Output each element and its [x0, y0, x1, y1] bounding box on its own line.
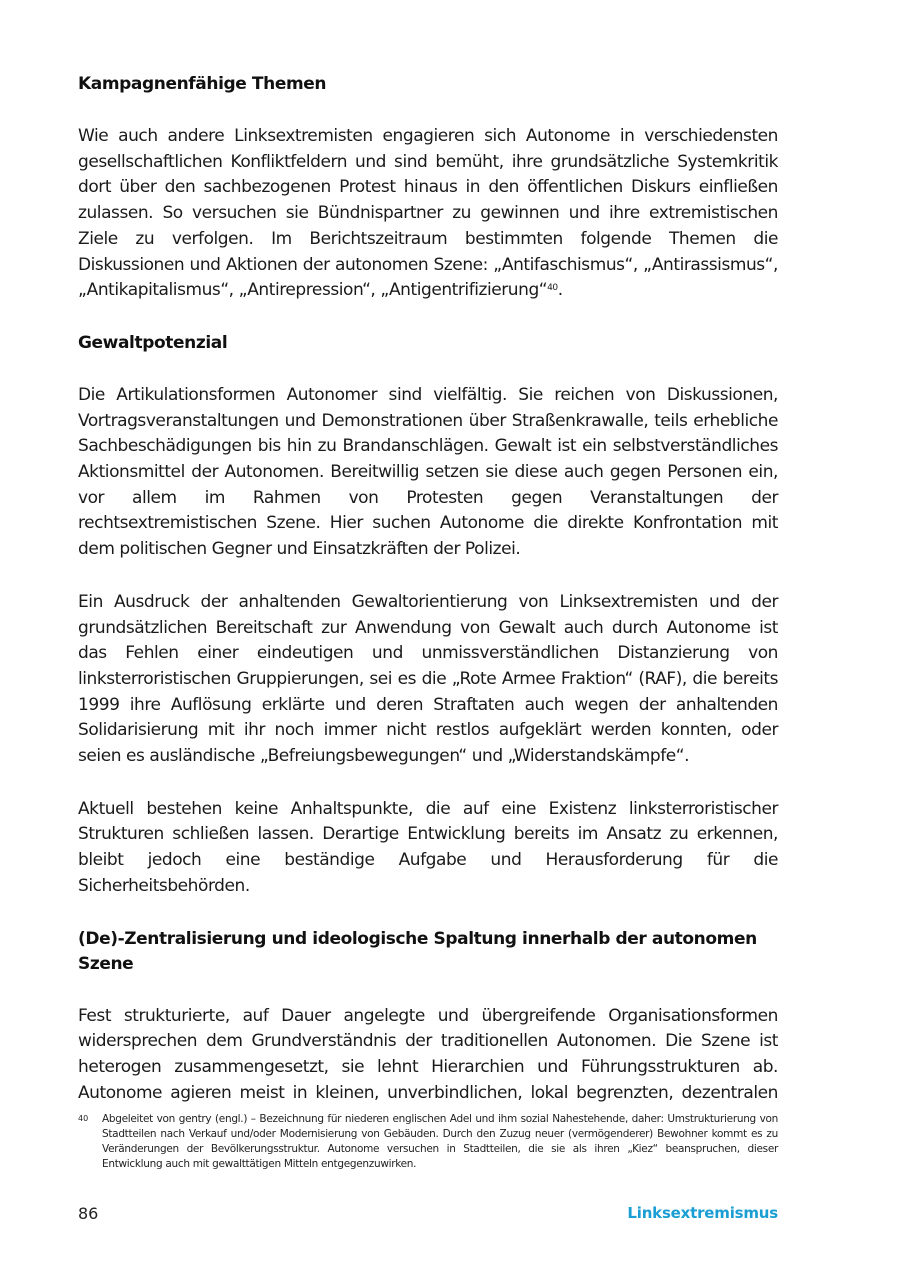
section-heading-zentralisierung: (De)-Zentralisierung und ideologische Spaltung innerhalb der autonomen Szene	[78, 928, 757, 974]
paragraph-gewalt-1: Die Artikulationsformen Autonomer sind vielfältig. Sie reichen von Diskussionen, Vortragsveranstaltungen und Demonstrationen über Straßenkrawalle, teils erhebliche Sachbeschädigungen bis hin zu Brandanschlägen. Gewalt ist ein selbstverständliches Aktionsmittel der Autonomen. Bereitwillig setzen sie diese auch gegen Personen ein, vor allem im Rahmen von Protesten gegen Veranstaltungen der rechtsextremistischen Szene. Hier suchen Autonome die direkte Konfrontation mit dem politischen Gegner und Einsatzkräften der Polizei.	[78, 384, 778, 560]
page-footer	[78, 1204, 778, 1226]
footnote-number: 40	[78, 1114, 89, 1123]
paragraph-gewalt-3: Aktuell bestehen keine Anhaltspunkte, die auf eine Existenz linksterroristischer Strukturen schließen lassen. Derartige Entwicklung bereits im Ansatz zu erkennen, bleibt jedoch eine beständige Aufgabe und Herausforderung für die Sicherheitsbehörden.	[78, 798, 778, 896]
paragraph-themen: Wie auch andere Linksextremisten engagieren sich Autonome in verschiedensten gesellschaftlichen Konfliktfeldern und sind bemüht, ihre grundsätzliche Systemkritik dort über den sachbezogenen Protest hinaus in den öffentlichen Diskurs einfließen zulassen. So versuchen sie Bündnispartner zu gewinnen und ihre extremistischen Ziele zu verfolgen. Im Berichtszeitraum bestimmten folgende Themen die Diskussionen und Aktionen der autonomen Szene: „Antifaschismus“, „Antirassismus“, „Antikapitalismus“, „Antirepression“, „Antigentrifizierung“$^{40}$.	[78, 126, 778, 301]
paragraph-gewalt-2: Ein Ausdruck der anhaltenden Gewaltorientierung von Linksextremisten und der grundsätzlichen Bereitschaft zur Anwendung von Gewalt auch durch Autonome ist das Fehlen einer eindeutigen und unmissverständlichen Distanzierung von linksterroristischen Gruppierungen, sei es die „Rote Armee Fraktion“ (RAF), die bereits 1999 ihre Auflösung erklärte und deren Straftaten auch wegen der anhaltenden Solidarisierung mit ihr noch immer nicht restlos aufgeklärt werden konnten, oder seien es ausländische „Befreiungsbewegungen“ und „Widerstandskämpfe“.	[78, 591, 778, 767]
page-body	[78, 72, 778, 1106]
running-section-title: Linksextremismus	[627, 1204, 778, 1222]
paragraph-themen-text: Wie auch andere Linksextremisten engagieren sich Autonome in verschiedensten gesellschaftlichen Konfliktfeldern und sind bemüht, ihre grundsätzliche Systemkritik dort über den sachbezogenen Protest hinaus in den öffentlichen Diskurs einfließen zulassen. So versuchen sie Bündnispartner zu gewinnen und ihre extremistischen Ziele zu verfolgen. Im Berichtszeitraum bestimmten folgende Themen die Diskussionen und Aktionen der autonomen Szene: „Antifaschismus“, „Antirassismus“, „Antikapitalismus“, „Antirepression“, „Antigentrifizierung“	[78, 126, 778, 301]
footnote-text: Abgeleitet von gentry (engl.) – Bezeichnung für niederen englischen Adel und ihm sozial Nahestehende, daher: Umstrukturierung von Stadtteilen nach Verkauf und/oder Modernisierung von Gebäuden. Durch den Zuzug neuer (vermögenderer) Bewohner kommt es zu Veränderungen der Bevölkerungsstruktur. Autonome versuchen in Stadtteilen, die sie als ihren „Kiez“ beanspruchen, dieser Entwicklung auch mit gewalttätigen Mitteln entgegenzuwirken.	[102, 1113, 778, 1170]
footnote-reference[interactable]: 40	[547, 283, 558, 294]
section-heading-gewaltpotenzial: Gewaltpotenzial	[78, 332, 228, 353]
paragraph-zentralisierung: Fest strukturierte, auf Dauer angelegte und übergreifende Organisationsformen widersprechen dem Grundverständnis der traditionellen Autonomen. Die Szene ist heterogen zusammengesetzt, sie lehnt Hierarchien und Führungsstrukturen ab. Autonome agieren meist in kleinen, unverbindlichen, lokal begrenzten, dezentralen	[78, 1005, 778, 1103]
section-heading-themen: Kampagnenfähige Themen	[78, 74, 327, 94]
footnote	[78, 1112, 778, 1172]
page-number: 86	[78, 1204, 99, 1223]
